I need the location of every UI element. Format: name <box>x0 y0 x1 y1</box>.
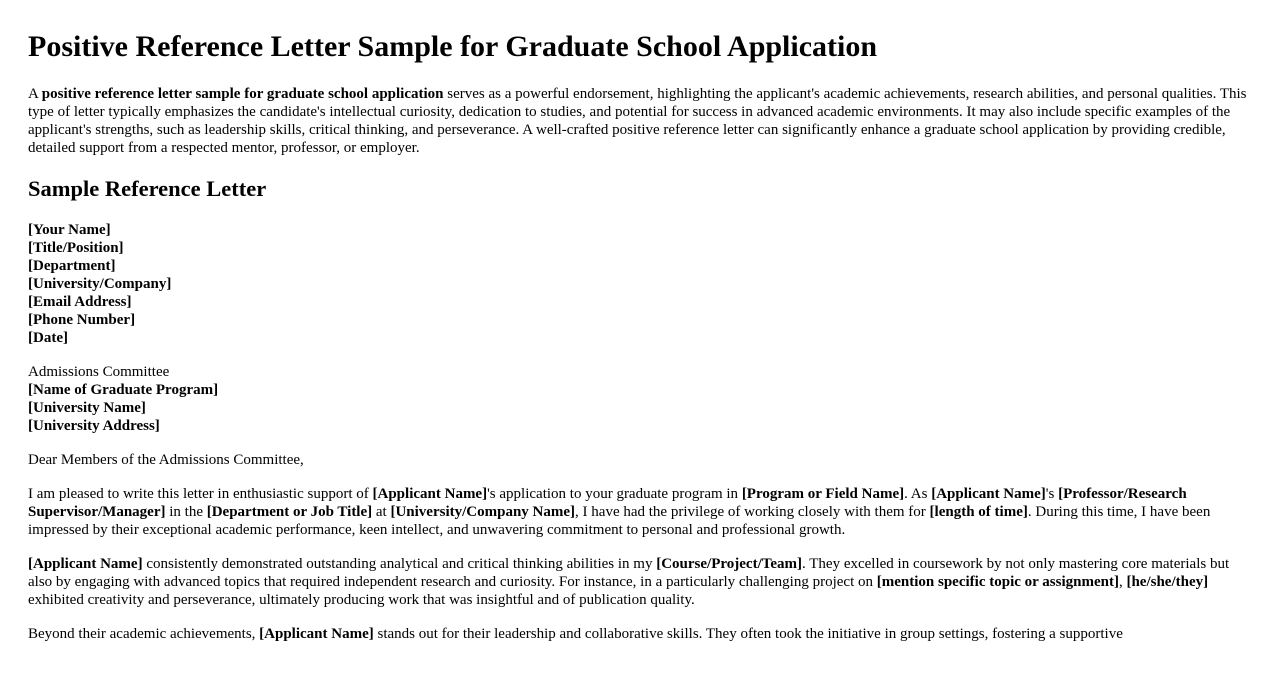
recipient-university: [University Name] <box>28 400 146 416</box>
section-heading: Sample Reference Letter <box>28 176 267 201</box>
p1-text-1: I am pleased to write this letter in enthusiastic support of <box>28 486 373 502</box>
p1-text-7: , I have had the privilege of working closely with them for <box>575 504 930 520</box>
p1-text-6: at <box>372 504 391 520</box>
p2-text-3: , <box>1118 574 1127 590</box>
sender-organization: [University/Company] <box>28 276 172 292</box>
sender-phone: [Phone Number] <box>28 312 136 328</box>
p2-pronoun: [he/she/they] <box>1126 574 1209 590</box>
recipient-committee: Admissions Committee <box>28 364 170 380</box>
p2-text-2: . They excelled in coursework by not only mastering core materials but also by engaging with advanced topics that required independent research and curiosity. For instance, in a particularly challenging project on <box>28 556 1230 590</box>
recipient-address: [University Address] <box>28 418 160 434</box>
p1-applicant-name: [Applicant Name] <box>372 486 488 502</box>
intro-post: serves as a powerful endorsement, highlighting the applicant's academic achievements, research abilities, and personal qualities. This type of letter typically emphasizes the candidate's intellectual curiosity, dedication to studies, and potential for success in advanced academic environments. It may also include specific examples of the applicant's strengths, such as leadership skills, critical thinking, and perseverance. A well-crafted positive reference letter can significantly enhance a graduate school application by providing credible, detailed support from a respected mentor, professor, or employer. <box>28 86 1247 156</box>
p2-course: [Course/Project/Team] <box>656 556 803 572</box>
p3-text-1: Beyond their academic achievements, <box>28 626 260 642</box>
sender-email: [Email Address] <box>28 294 132 310</box>
intro-paragraph <box>28 85 1250 157</box>
p2-applicant-name: [Applicant Name] <box>28 556 143 572</box>
p1-text-5: in the <box>165 504 207 520</box>
sender-block <box>28 221 1250 347</box>
p1-organization: [University/Company Name] <box>390 504 576 520</box>
document-page <box>0 29 1278 643</box>
p1-role: [Professor/Research Supervisor/Manager] <box>28 486 1187 520</box>
p2-text-1: consistently demonstrated outstanding analytical and critical thinking abilities in my <box>142 556 657 572</box>
sender-title: [Title/Position] <box>28 240 124 256</box>
p1-length-of-time: [length of time] <box>929 504 1028 520</box>
intro-keyword: positive reference letter sample for graduate school application <box>41 86 444 102</box>
p1-program-name: [Program or Field Name] <box>741 486 905 502</box>
salutation: Dear Members of the Admissions Committee, <box>28 452 304 468</box>
p1-text-2: 's application to your graduate program in <box>487 486 742 502</box>
sender-department: [Department] <box>28 258 116 274</box>
p1-text-3: . As <box>904 486 932 502</box>
p1-applicant-name-2: [Applicant Name] <box>931 486 1046 502</box>
sender-name: [Your Name] <box>28 222 111 238</box>
recipient-program: [Name of Graduate Program] <box>28 382 219 398</box>
page-title: Positive Reference Letter Sample for Graduate School Application <box>28 30 878 63</box>
body-paragraph-3 <box>28 625 1250 643</box>
p1-text-4: 's <box>1045 486 1059 502</box>
body-paragraph-1 <box>28 485 1250 539</box>
p2-topic: [mention specific topic or assignment] <box>876 574 1119 590</box>
p1-department: [Department or Job Title] <box>206 504 373 520</box>
body-paragraph-2 <box>28 555 1250 609</box>
intro-pre: A <box>28 86 42 102</box>
p2-text-4: exhibited creativity and perseverance, ultimately producing work that was insightful and of publication quality. <box>28 592 695 608</box>
sender-date: [Date] <box>28 330 68 346</box>
p3-applicant-name: [Applicant Name] <box>259 626 374 642</box>
p3-text-2: stands out for their leadership and collaborative skills. They often took the initiative in group settings, fostering a supportive <box>373 626 1123 642</box>
p1-text-8: . During this time, I have been impressed by their exceptional academic performance, keen intellect, and unwavering commitment to personal and professional growth. <box>28 504 1211 538</box>
recipient-block <box>28 363 1250 435</box>
